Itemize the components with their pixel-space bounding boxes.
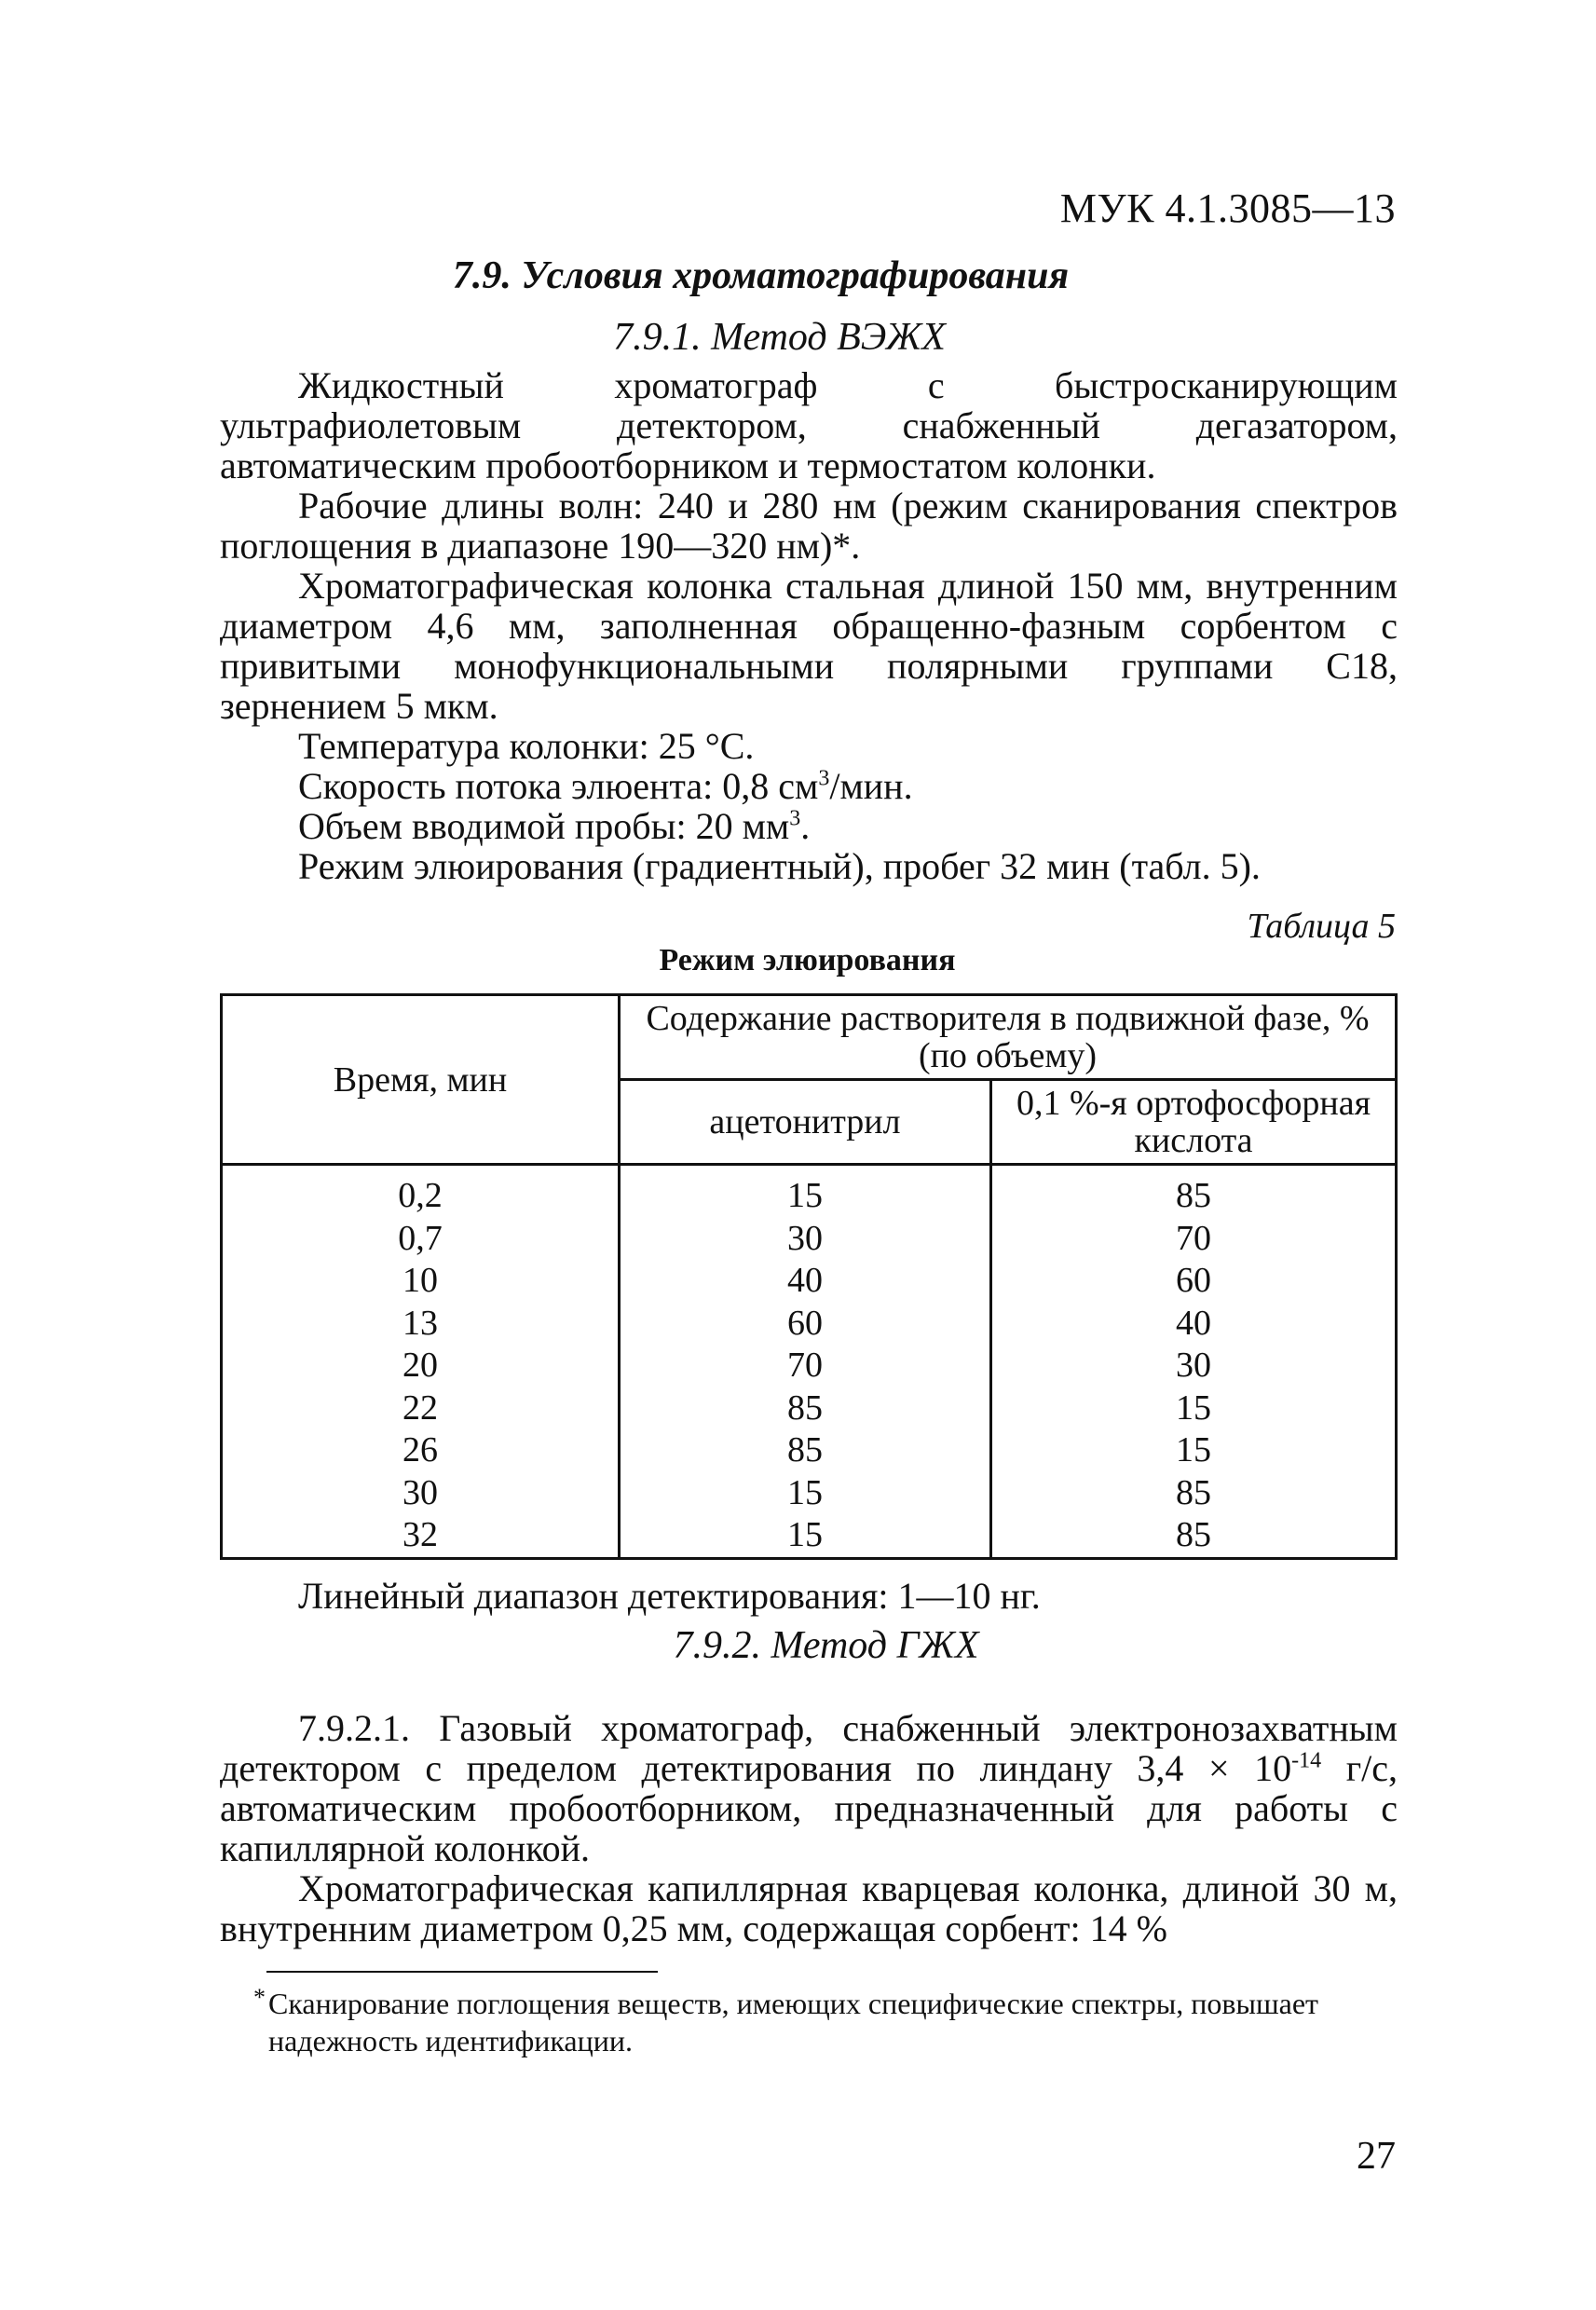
- table-row: [222, 1218, 1397, 1261]
- cell-acid: 85: [991, 1472, 1397, 1515]
- cell-acid: 40: [991, 1303, 1397, 1346]
- header-time: Время, мин: [222, 995, 620, 1165]
- table-row: [222, 1165, 1397, 1218]
- cell-time: 13: [222, 1303, 620, 1346]
- cell-time: 20: [222, 1345, 620, 1387]
- cell-acid: 70: [991, 1218, 1397, 1261]
- footnote-text: Сканирование поглощения веществ, имеющих специфические спектры, повышает надежность идентификации.: [268, 1987, 1319, 2057]
- paragraph-linear-range: Линейный диапазон детектирования: 1—10 нг.: [298, 1575, 1041, 1617]
- cell-acetonitrile: 15: [620, 1165, 991, 1218]
- footnote: [253, 1984, 1386, 2059]
- paragraph-temperature: Температура колонки: 25 °С.: [298, 725, 755, 767]
- header-acetonitrile: ацетонитрил: [620, 1080, 991, 1165]
- paragraph-flow-rate: Скорость потока элюента: 0,8 $см^3$/мин.: [298, 765, 913, 807]
- footnote-mark: *: [253, 1984, 266, 2011]
- table-row: [222, 1429, 1397, 1472]
- cell-acid: 15: [991, 1387, 1397, 1430]
- cell-acetonitrile: 70: [620, 1345, 991, 1387]
- subsection-title-glc: 7.9.2. Метод ГЖХ: [673, 1624, 979, 1667]
- section-title: 7.9. Условия хроматографирования: [452, 254, 1070, 297]
- footnote-divider: [266, 1971, 658, 1973]
- table-body: [222, 1165, 1397, 1559]
- paragraph-gas-chromatograph: 7.9.2.1. Газовый хроматограф, снабженный электронозахватным детектором с пределом детектирования по линдану $3,4 \times 10^{-14}$ г/с, автоматическим пробоотборником, предназначенный для работы с капиллярной колонкой.: [220, 1707, 1398, 1869]
- paragraph-capillary-column: Хроматографическая капиллярная кварцевая колонка, длиной 30 м, внутренним диаметром 0,25 мм, содержащая сорбент: 14 %: [220, 1867, 1398, 1949]
- table-row: [222, 1514, 1397, 1558]
- cell-acetonitrile: 40: [620, 1260, 991, 1303]
- table-label: Таблица 5: [1247, 907, 1396, 946]
- cell-time: 22: [222, 1387, 620, 1430]
- cell-acetonitrile: 15: [620, 1472, 991, 1515]
- cell-acid: 85: [991, 1165, 1397, 1218]
- table-row: [222, 1387, 1397, 1430]
- table-row: [222, 1472, 1397, 1515]
- cell-acid: 60: [991, 1260, 1397, 1303]
- cell-acid: 85: [991, 1514, 1397, 1558]
- cell-time: 0,2: [222, 1165, 620, 1218]
- paragraph-chromatograph: Жидкостный хроматограф с быстросканирующим ультрафиолетовым детектором, снабженный дегазатором, автоматическим пробоотборником и термостатом колонки.: [220, 364, 1398, 486]
- header-solvent-content: Содержание растворителя в подвижной фазе, % (по объему): [620, 995, 1397, 1080]
- cell-acetonitrile: 85: [620, 1387, 991, 1430]
- document-code: МУК 4.1.3085—13: [1059, 185, 1396, 231]
- table-row: [222, 1260, 1397, 1303]
- subsection-title-hplc: 7.9.1. Метод ВЭЖХ: [613, 316, 946, 359]
- cell-time: 30: [222, 1472, 620, 1515]
- cell-time: 32: [222, 1514, 620, 1558]
- cell-acid: 15: [991, 1429, 1397, 1472]
- cell-time: 10: [222, 1260, 620, 1303]
- cell-acetonitrile: 85: [620, 1429, 991, 1472]
- paragraph-wavelengths: Рабочие длины волн: 240 и 280 нм (режим сканирования спектров поглощения в диапазоне 190—320 нм)*.: [220, 485, 1398, 567]
- table-row: [222, 1345, 1397, 1387]
- cell-acid: 30: [991, 1345, 1397, 1387]
- cell-time: 26: [222, 1429, 620, 1472]
- cell-time: 0,7: [222, 1218, 620, 1261]
- paragraph-column: Хроматографическая колонка стальная длиной 150 мм, внутренним диаметром 4,6 мм, заполненная обращенно-фазным сорбентом с привитыми монофункциональными полярными группами С18, зернением 5 мкм.: [220, 565, 1398, 727]
- table-title: Режим элюирования: [659, 943, 956, 977]
- header-phosphoric-acid: 0,1 %-я ортофосфорная кислота: [991, 1080, 1397, 1165]
- cell-acetonitrile: 15: [620, 1514, 991, 1558]
- page-number: 27: [1357, 2135, 1396, 2178]
- cell-acetonitrile: 60: [620, 1303, 991, 1346]
- table-row: [222, 1303, 1397, 1346]
- paragraph-elution-mode: Режим элюирования (градиентный), пробег 32 мин (табл. 5).: [298, 845, 1261, 887]
- cell-acetonitrile: 30: [620, 1218, 991, 1261]
- elution-table: [220, 993, 1398, 1560]
- paragraph-injection-volume: Объем вводимой пробы: 20 $мм^3$.: [298, 805, 811, 847]
